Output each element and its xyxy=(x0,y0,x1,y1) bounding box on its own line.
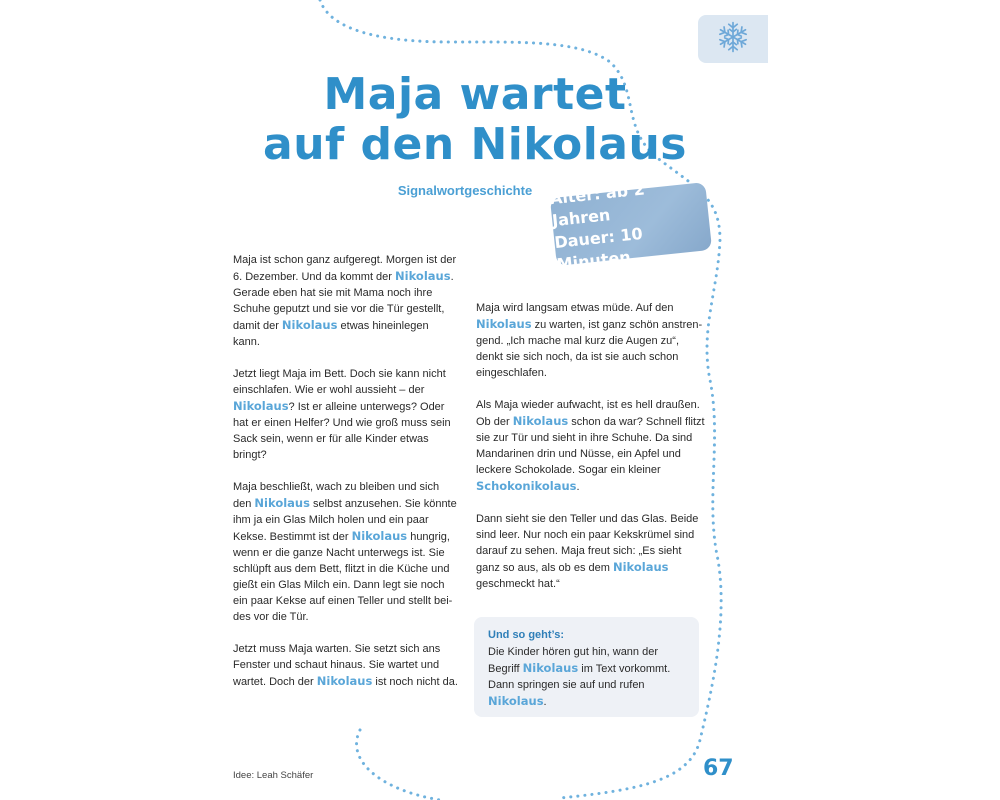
instructions-box xyxy=(474,617,699,717)
story-text: Jetzt muss Maja warten. Sie setzt sich ans Fenster und schaut hinaus. Sie wartet und wartet. Doch der xyxy=(233,643,441,688)
story-text: hungrig, wenn er die ganze Nacht unterwegs ist. Sie schlüpft aus dem Bett, flitzt in die Küche und gießt ein Glas Milch ein. Dann legt sie noch ein paar Kekse auf einen Teller und stellt bei- des vor die Tür. xyxy=(233,531,453,623)
story-text: ist noch nicht da. xyxy=(372,676,458,688)
credit-line: Idee: Leah Schäfer xyxy=(233,770,314,781)
story-text: Jetzt liegt Maja im Bett. Doch sie kann nicht einschlafen. Wie er wohl aussieht – der xyxy=(233,368,446,396)
story-paragraph xyxy=(233,479,458,625)
keyword-highlight: Nikolaus xyxy=(476,317,532,331)
story-text: geschmeckt hat.“ xyxy=(476,578,560,590)
page-number: 67 xyxy=(703,756,734,781)
keyword-highlight: Nikolaus xyxy=(351,529,408,543)
story-text: Dann sieht sie den Teller und das Glas. Beide sind leer. Nur noch ein paar Kekskrümel sind darauf zu sehen. Maja freut sich: „Es sieht ganz so aus, als ob es dem xyxy=(476,513,699,574)
instructions-text-part: Die Kinder hören gut hin, wann der Begriff xyxy=(488,646,658,675)
keyword-highlight: Schokonikolaus xyxy=(476,479,577,493)
page-title xyxy=(250,70,700,170)
subtitle: Signalwortgeschichte xyxy=(397,183,533,198)
keyword-highlight: Nikolaus xyxy=(522,661,579,675)
duration-label: Dauer: 10 Minuten xyxy=(553,223,644,274)
story-text: Maja beschließt, wach zu bleiben und sich den xyxy=(233,481,440,510)
story-text: Maja wird langsam etwas müde. Auf den xyxy=(476,302,674,314)
story-paragraph xyxy=(476,511,706,592)
instructions-heading: Und so geht’s: xyxy=(488,629,564,641)
age-duration-badge xyxy=(548,179,712,274)
keyword-highlight: Nikolaus xyxy=(612,560,669,574)
story-text: Als Maja wieder aufwacht, ist es hell draußen. Ob der xyxy=(476,399,700,428)
story-text: zu warten, ist ganz schön anstren- gend. „Ich mache mal kurz die Augen zu“, denkt sie sich noch, da ist sie auch schon eingeschlafen. xyxy=(476,319,703,379)
age-label: Alter: ab 2 Jahren xyxy=(548,179,646,231)
story-text: selbst anzusehen. Sie könnte ihm ja ein Glas Milch holen und ein paar Kekse. Bestimmt ist der xyxy=(233,498,457,543)
story-paragraph xyxy=(476,397,706,495)
instructions-text-part: im Text vorkommt. Dann springen sie auf und rufen xyxy=(488,663,671,691)
story-text: ? Ist er alleine unterwegs? Oder hat er einen Helfer? Und wie groß muss sein Sack sein, wenn er für alle Kinder etwas bringt? xyxy=(233,401,451,461)
story-paragraph xyxy=(233,252,458,350)
story-text: schon da war? Schnell flitzt sie zur Tür und sieht in ihre Schuhe. Da sind Mandarinen drin und Nüsse, ein Apfel und leckere Schokolade. Sogar ein kleiner xyxy=(476,416,705,476)
title-line-2: auf den Nikolaus xyxy=(263,119,687,170)
keyword-highlight: Nikolaus xyxy=(233,399,289,413)
keyword-highlight: Nikolaus xyxy=(512,414,569,428)
instructions-text-part: . xyxy=(543,696,547,708)
keyword-highlight: Nikolaus xyxy=(281,318,338,332)
title-line-1: Maja wartet xyxy=(323,69,627,120)
story-text: Maja ist schon ganz aufgeregt. Morgen ist der 6. Dezember. Und da kommt der xyxy=(233,254,457,283)
story-paragraph xyxy=(233,641,458,690)
story-text: . Gerade eben hat sie mit Mama noch ihre Schuhe geputzt und sie vor die Tür gestellt, damit der xyxy=(233,271,454,332)
story-text: . xyxy=(576,481,580,493)
section-tab xyxy=(698,15,768,63)
story-paragraph xyxy=(233,366,458,463)
instructions-text xyxy=(488,644,685,710)
snowflake-icon xyxy=(716,20,750,59)
keyword-highlight: Nikolaus xyxy=(316,674,373,688)
story-text: etwas hineinlegen kann. xyxy=(233,320,429,348)
story-column-left xyxy=(233,252,458,706)
keyword-highlight: Nikolaus xyxy=(395,269,451,283)
story-paragraph xyxy=(476,300,706,381)
keyword-highlight: Nikolaus xyxy=(488,694,544,708)
story-column-right xyxy=(476,300,706,608)
keyword-highlight: Nikolaus xyxy=(254,496,310,510)
